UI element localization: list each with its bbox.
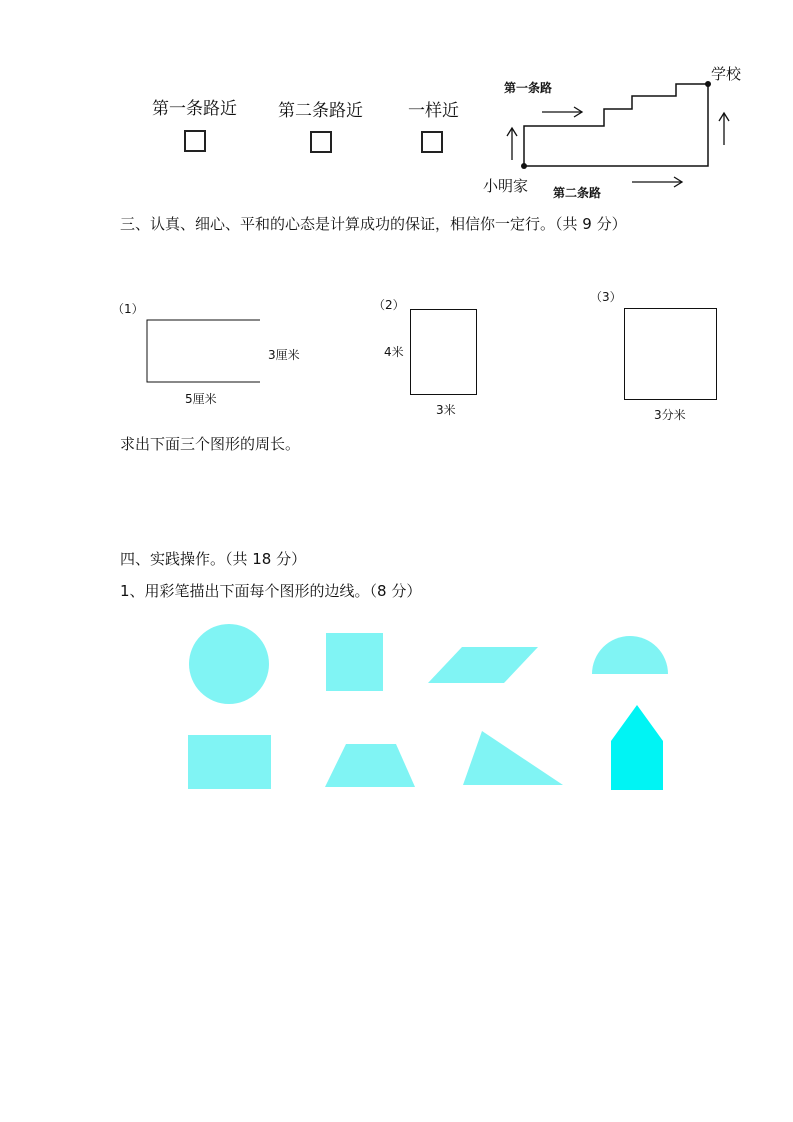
figure3-number: （3） [590, 290, 622, 304]
figure1-bottom-label: 5厘米 [185, 392, 217, 406]
shape-circle [189, 624, 269, 704]
section3-heading: 三、认真、细心、平和的心态是计算成功的保证，相信你一定行。（共 9 分） [120, 215, 627, 233]
figure2-side-label: 4米 [384, 345, 404, 359]
shape-pentagon [611, 705, 663, 790]
school-label: 学校 [711, 65, 742, 83]
section4-q1: 1、用彩笔描出下面每个图形的边线。（8 分） [120, 582, 422, 600]
section4-heading: 四、实践操作。（共 18 分） [120, 550, 307, 568]
shape-triangle [463, 731, 563, 785]
figure2-number: （2） [373, 298, 405, 312]
figure2-bottom-label: 3米 [436, 403, 456, 417]
option-label-same: 一样近 [408, 101, 459, 121]
option-label-route2: 第二条路近 [278, 101, 363, 121]
home-label: 小明家 [483, 177, 529, 195]
figure3-bottom-label: 3分米 [654, 408, 686, 422]
figure1-number: （1） [112, 302, 144, 316]
shape-trapezoid [325, 744, 415, 787]
shape-parallelogram [428, 647, 538, 683]
shape-square [326, 633, 383, 691]
route2-label: 第二条路 [553, 186, 602, 200]
shape-semicircle [592, 636, 668, 674]
shape-rectangle [188, 735, 271, 789]
section3-question: 求出下面三个图形的周长。 [120, 435, 301, 453]
route1-label: 第一条路 [504, 81, 553, 95]
option-label-route1: 第一条路近 [152, 99, 237, 119]
figure1-side-label: 3厘米 [268, 348, 300, 362]
